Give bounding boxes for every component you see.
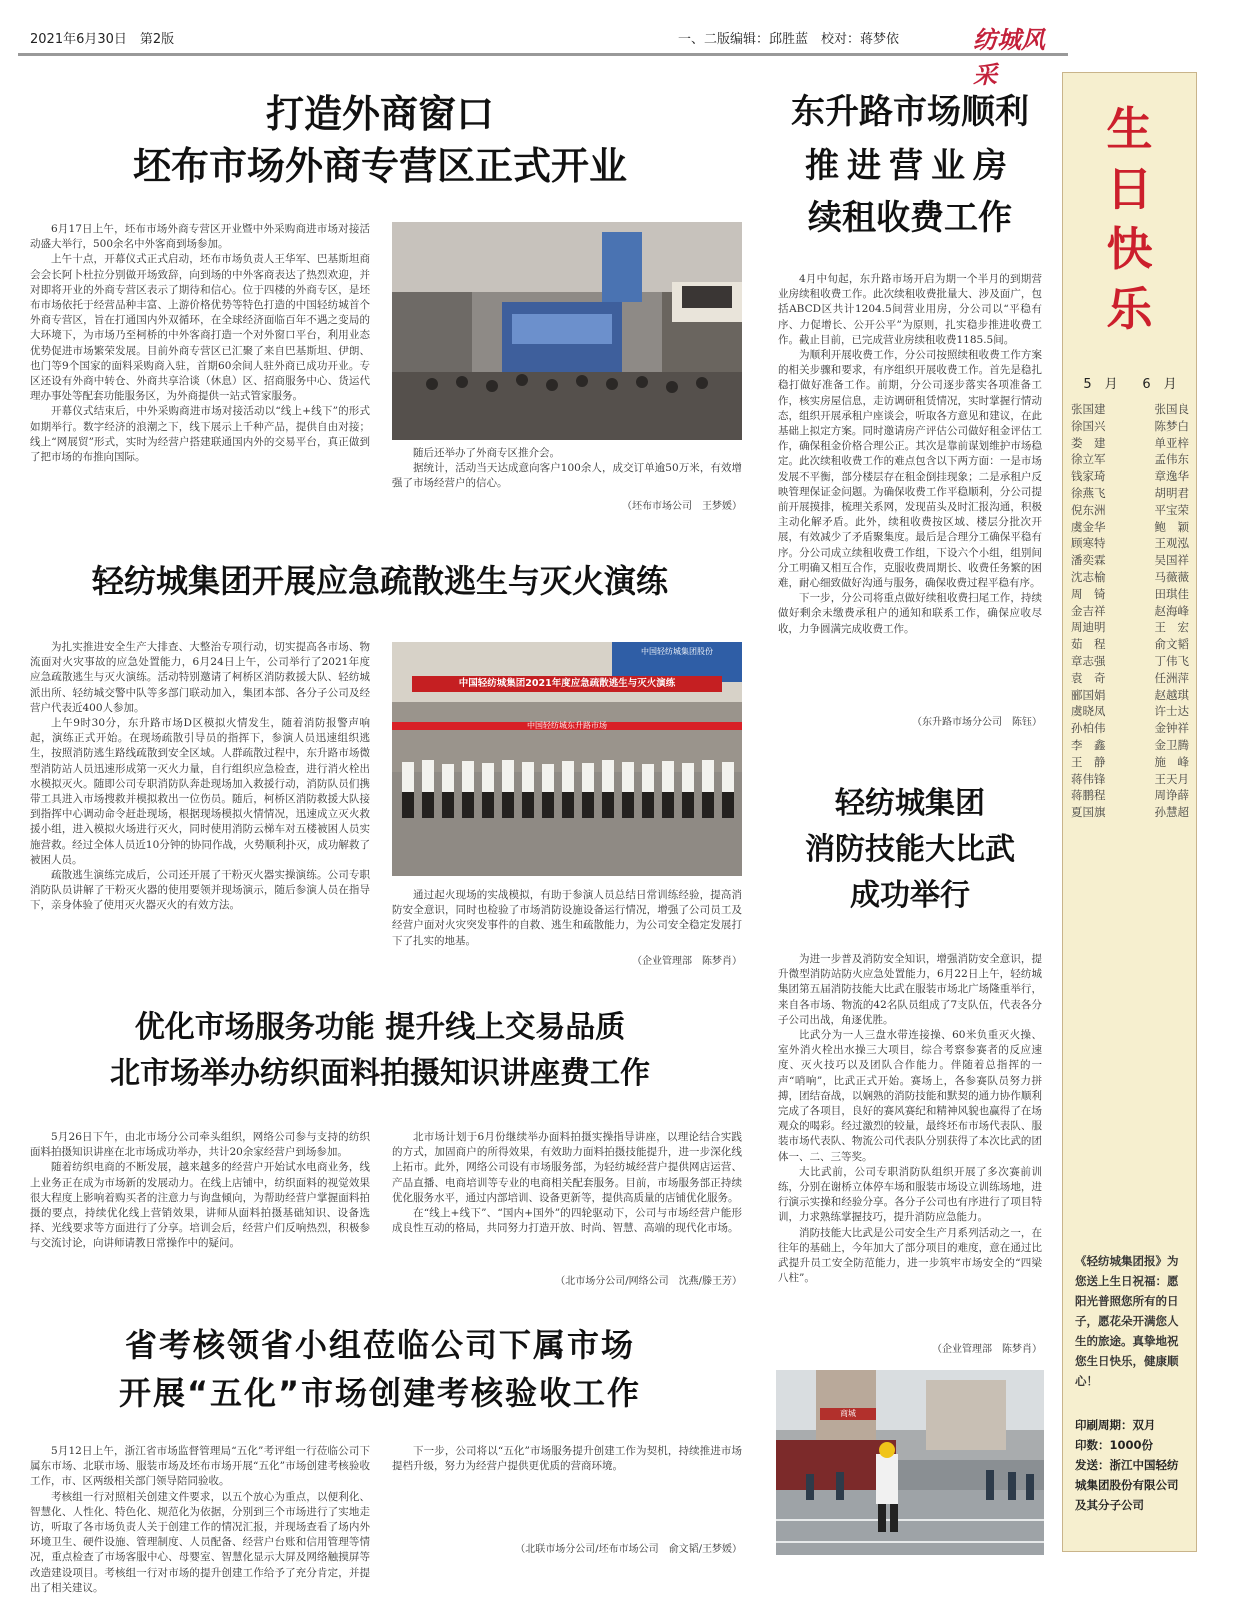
birthday-name: 徐立军: [1071, 452, 1106, 467]
article-4-paragraph: 消防技能大比武是公司安全生产月系列活动之一，在往年的基础上，今年加大了部分项目的难度，意在通过比武提升员工安全防范能力，进一步筑牢市场安全的“四梁八柱”。: [778, 1226, 1042, 1285]
article-6-paragraph: 下一步，公司将以“五化”市场服务提升创建工作为契机，持续推进市场提档升级，努力为经营户提供更优质的营商环境。: [392, 1445, 742, 1473]
birthday-name: 茹 程: [1071, 637, 1106, 652]
birthday-name: 任洲萍: [1154, 670, 1189, 685]
publication-info: [1075, 1415, 1189, 1515]
birthday-name: 蒋伟锋: [1071, 771, 1106, 786]
article-3-body-right: [392, 888, 742, 952]
article-1-byline: （坯布市场公司 王梦媛）: [622, 501, 742, 512]
birthday-name: 孙柏伟: [1071, 721, 1106, 736]
article-3-title: 轻纺城集团开展应急疏散逃生与灭火演练: [91, 562, 668, 600]
birthday-name: 许士达: [1154, 704, 1189, 719]
article-2-title-line-3: 续租收费工作: [808, 198, 1012, 238]
birthday-name: 夏国旗: [1071, 805, 1106, 820]
article-6-title-line-2: 开展“五化”市场创建考核验收工作: [118, 1374, 642, 1412]
article-1-paragraph: 开幕仪式结束后，中外采购商进市场对接活动以“线上+线下”的形式如期举行。数字经济的浪潮之下，线下展示上千种产品，提供自由对接；线上“网展贸”形式，实时为经营户搭建联通国内外的交易平台，真正做到了把市场的布推向国际。: [30, 405, 370, 464]
birthday-name: 章志强: [1071, 653, 1106, 668]
birthday-name: 徐国兴: [1071, 418, 1106, 433]
birthday-name: 沈志榆: [1071, 569, 1106, 584]
article-3-paragraph: 上午9时30分，东升路市场D区模拟火情发生，随着消防报警声响起，演练正式开始。在现场疏散引导员的指挥下，参演人员迅速组织逃生，按照消防逃生路线疏散到安全区域。人群疏散过程中，东升路市场微型消防站人员迅速形成第一灭火力量，自行组织应急检查，进行消火栓出水模拟灭火。随即公司专职消防队奔赴现场加入救援行动，消防队员们携带工具进入市场搜救并模拟救出一位伤员。随后，柯桥区消防救援大队接到指挥中心调动命令赶赴现场，根据现场模拟火情情况，迅速成立灭火救援小组，进入模拟火场进行灭火，同时使用消防云梯车对五楼被困人员实施营救。经过全体人员近10分钟的协同作战，火势顺利扑灭，成功解救了被困人员。: [30, 717, 370, 866]
birthday-name: 虞晓凤: [1071, 704, 1106, 719]
article-4-byline: （企业管理部 陈梦肖）: [932, 1344, 1042, 1355]
article-5-paragraph: 5月26日下午，由北市场分公司牵头组织，网络公司参与支持的纺织面料拍摄知识讲座在北市场成功举办，共计20余家经营户到场参加。: [30, 1131, 370, 1159]
birthday-message: 《轻纺城集团报》为您送上生日祝福：愿阳光普照您所有的日子，愿花朵开满您人生的旅途。真挚地祝您生日快乐，健康顺心！: [1075, 1254, 1179, 1388]
birthday-name: 倪东洲: [1071, 502, 1106, 517]
article-4-paragraph: 大比武前，公司专职消防队组织开展了多次赛前训练，分别在谢桥立体停车场和服装市场设立训练场地，进行演示实操和经验分享。各分子公司也有序进行了项目特训，力求熟练掌握技巧，提升消防应急能力。: [778, 1165, 1042, 1224]
article-4-title-line-1: 轻纺城集团: [835, 786, 985, 821]
article-5-paragraph: 北市场计划于6月份继续举办面料拍摄实操指导讲座，以理论结合实践的方式，加固商户的所得效果，有效助力面料拍摄技能提升，进一步深化线上拓市。此外，网络公司设有市场服务部，为轻纺城经营户提供网店运营、产品直播、电商培训等专业的电商相关配套服务。目前，市场服务部正持续优化服务水平，通过内部培训、设备更新等，提供高质量的店铺优化服务。: [392, 1131, 742, 1204]
birthday-title-char: 日: [1106, 162, 1153, 216]
article-2-title-line-2: 推进营业房: [805, 146, 1015, 186]
article-2-paragraph: 下一步，分公司将重点做好续租收费扫尾工作，持续做好剩余未缴费承租户的通知和联系工作，确保应收尽收，力争圆满完成收费工作。: [778, 592, 1042, 635]
birthday-name: 虞金华: [1071, 519, 1106, 534]
birthday-name: 周迪明: [1071, 620, 1106, 635]
birthday-name: 赵海峰: [1154, 603, 1189, 618]
article-3-paragraph: 为扎实推进安全生产大排查、大整治专项行动，切实提高各市场、物流面对火灾事故的应急处置能力，6月24日上午，公司举行了2021年度应急疏散逃生与灭火演练。活动特别邀请了柯桥区消防救援大队、轻纺城派出所、轻纺城交警中队等多部门联动加入，集团本部、各分子公司及经营户代表近400人参加。: [30, 641, 370, 714]
birthday-name: 施 峰: [1154, 754, 1189, 769]
article-6-paragraph: 5月12日上午，浙江省市场监督管理局“五化”考评组一行莅临公司下属东市场、北联市场、服装市场及坯布市场开展“五化”市场创建考核验收工作，市、区两级相关部门领导陪同验收。: [30, 1445, 370, 1488]
article-1-paragraph: 随后还举办了外商专区推介会。: [413, 447, 560, 459]
birthday-name: 赵越琪: [1154, 687, 1189, 702]
birthday-title-char: 快: [1106, 222, 1153, 276]
article-3-paragraph: 疏散逃生演练完成后，公司还开展了干粉灭火器实操演练。公司专职消防队员讲解了干粉灭火器的使用要领并现场演示，随后参演人员在指导下，亲身体验了使用灭火器灭火的有效方法。: [30, 869, 370, 912]
birthday-name: 徐燕飞: [1071, 485, 1106, 500]
june-name-list: [1155, 401, 1190, 821]
article-2-title-line-1: 东升路市场顺利: [791, 92, 1029, 132]
article-1-paragraph: 上午十点，开幕仪式正式启动，坯布市场负责人王华军、巴基斯坦商会会长阿卜杜拉分别做开场致辞，向到场的中外客商表达了热烈欢迎，并对即将开业的外商专营区表示了期待和信心。位于四楼的外商专区，是坯布市场依托于经营品种丰富、上游价格优势等特色打造的中国轻纺城首个外商专营区，旨在打通国内外双循环，在全球经济面临百年不遇之变局的大环境下，为市场乃至柯桥的中外客商打造一个对外窗口平台，利用业态优势促进市场繁荣发展。目前外商专营区已汇聚了来自巴基斯坦、伊朗、也门等9个国家的面料采购商入驻，首期60余间人驻外商已成功开业。专区还设有外商中转仓、外商共享洽谈（休息）区、招商服务中心、货运代理办事处等配套功能服务区，为外商提供一站式管家服务。: [30, 253, 370, 403]
birthday-name: 潘奕霖: [1071, 553, 1106, 568]
article-1-paragraph: 据统计，活动当天达成意向客户100余人，成交订单逾50万米，有效增强了市场经营户的信心。: [392, 462, 742, 490]
birthday-name: 胡明君: [1154, 485, 1189, 500]
article-3-photo-fire-drill: [392, 642, 742, 876]
birthday-name: 平宝荣: [1154, 502, 1189, 517]
editors-credit: 一、二版编辑：邱胜蓝 校对：蒋梦依: [678, 32, 900, 47]
print-count: 印数：1000份: [1075, 1438, 1154, 1452]
birthday-title-char: 生: [1106, 102, 1153, 156]
birthday-name: 单亚梓: [1154, 435, 1189, 450]
birthday-name: 李 鑫: [1071, 737, 1106, 752]
article-4-body: [778, 952, 1042, 1332]
month-headers: [1071, 373, 1189, 392]
contest-shop-sign: 商城: [820, 1408, 876, 1420]
drill-banner: 中国轻纺城集团2021年度应急疏散逃生与灭火演练: [458, 678, 676, 689]
article-5-body-right: [392, 1130, 742, 1272]
article-6-title-line-1: 省考核领省小组莅临公司下属市场: [124, 1326, 635, 1364]
article-1-photo-opening-ceremony: [392, 222, 742, 440]
article-5-title-line-2: 北市场举办纺织面料拍摄知识讲座费工作: [110, 1056, 650, 1091]
article-6-body-right: [392, 1444, 742, 1538]
birthday-name: 孟伟东: [1154, 452, 1189, 467]
birthday-name: 金钟祥: [1154, 721, 1189, 736]
birthday-name: 章逸华: [1154, 469, 1189, 484]
birthday-name: 顾寒特: [1071, 536, 1106, 551]
article-3-paragraph: 通过起火现场的实战模拟，有助于参演人员总结日常训练经验，提高消防安全意识，同时也检验了市场消防设施设备运行情况，增强了公司员工及经营户面对火灾突发事件的自救、逃生和疏散能力，为公司安全稳定发展打下了扎实的地基。: [392, 889, 742, 947]
birthday-name: 丁伟飞: [1154, 653, 1189, 668]
article-3-body-left: [30, 640, 370, 970]
article-4-title-line-2: 消防技能大比武: [805, 832, 1015, 867]
section-brand: 纺城风采: [973, 25, 1045, 89]
article-1-body-left: [30, 222, 370, 502]
article-6-byline: （北联市场分公司/坯布市场公司 俞文韬/王梦媛）: [515, 1544, 742, 1555]
birthday-title: [1063, 99, 1196, 339]
birthday-name: 蒋鹏程: [1071, 788, 1106, 803]
birthday-name: 陈梦白: [1154, 418, 1189, 433]
birthday-names: [1071, 401, 1189, 821]
birthday-name: 张国建: [1071, 402, 1106, 416]
distribution: 发送：浙江中国轻纺城集团股份有限公司及其分子公司: [1075, 1458, 1179, 1512]
article-4-photo-fire-contest: [776, 1370, 1044, 1555]
article-2-byline: （东升路市场分公司 陈钰）: [912, 717, 1042, 728]
building-sign: 中国轻纺城集团股份: [641, 647, 713, 656]
article-5-byline: （北市场分公司/网络公司 沈燕/滕王芳）: [555, 1276, 742, 1287]
birthday-name: 孙慧超: [1154, 805, 1189, 820]
article-5-title-line-1: 优化市场服务功能 提升线上交易品质: [134, 1010, 626, 1045]
article-1-title-line-2: 坯布市场外商专营区正式开业: [132, 144, 627, 188]
birthday-sidebar: [1062, 72, 1197, 1552]
article-4-title-line-3: 成功举行: [850, 878, 970, 913]
article-1-title-line-1: 打造外商窗口: [265, 92, 494, 136]
birthday-name: 金吉祥: [1071, 603, 1106, 618]
may-name-list: [1071, 401, 1106, 821]
birthday-name: 田琪佳: [1154, 586, 1189, 601]
article-5-paragraph: 随着纺织电商的不断发展，越来越多的经营户开始试水电商业务，线上业务正在成为市场新的发展动力。在线上店铺中，纺织面料的视觉效果很大程度上影响着购买者的注意力与询盘倾向，为帮助经营户掌握面料拍摄的要点，持续优化线上营销效果，讲师从面料拍摄基础知识、设备选择、光线要求等方面进行了分享。培训会后，经营户们反响热烈，积极参与交流讨论，向讲师请教日常操作中的疑问。: [30, 1161, 370, 1250]
birthday-title-char: 乐: [1106, 282, 1153, 336]
article-6-body-left: [30, 1444, 370, 1594]
article-4-paragraph: 为进一步普及消防安全知识，增强消防安全意识，提升微型消防站防火应急处置能力，6月22日上午，轻纺城集团第五届消防技能大比武在服装市场北广场隆重举行，来自各市场、物流的42名队员组成了7支队伍，代表各分子公司出战，角逐优胜。: [778, 953, 1042, 1026]
birthday-name: 王 宏: [1154, 620, 1189, 635]
birthday-name: 王天月: [1154, 771, 1189, 786]
article-2-paragraph: 为顺利开展收费工作，分公司按照续租收费工作方案的相关步骤和要求，有序组织开展收费工作。首先是稳扎稳打做好准备工作。前期，分公司逐步落实各项准备工作，核实房屋信息，走访调研租赁情况，实时掌握行情动态，组织开展承租户座谈会，听取各方意见和建议，在此基础上拟定方案。同时邀请房产评估公司做好租金评估工作，确保租金价格合理公正。其次是靠前谋划维护市场稳定。此次续租收费工作的难点包含以下两方面：一是市场发展不平衡，部分楼层存在租金倒挂现象；二是承租户反映管理保证金问题。为确保收费工作平稳顺利，分公司提前开展摸排，梳理关系网，发现苗头及时汇报沟通，积极主动化解矛盾。此外，续租收费按区域、楼层分批次开展，有效减少了矛盾聚集度。最后是合理分工确保平稳有序。分公司成立续租收费工作组，下设六个小组，组别间分工明确又相互合作，克服收费周期长、收费任务繁的困难，耐心细致做好沟通与服务，确保收费过程平稳有序。: [778, 349, 1042, 590]
article-1-paragraph: 6月17日上午，坯布市场外商专营区开业暨中外采购商进市场对接活动盛大举行，500余名中外客商到场参加。: [30, 223, 370, 251]
birthday-name: 钱家琦: [1071, 469, 1106, 484]
birthday-name: 金卫腾: [1154, 737, 1189, 752]
birthday-name: 鲍 颖: [1154, 519, 1189, 534]
birthday-name: 吴国祥: [1154, 553, 1189, 568]
article-5-paragraph: 在“线上+线下”、“国内+国外”的四轮驱动下，公司与市场经营户能形成良性互动的格局，共同努力打造开放、时尚、智慧、高端的现代化市场。: [392, 1207, 742, 1235]
birthday-name: 郦国娟: [1071, 687, 1106, 702]
article-1-body-right: [392, 446, 742, 496]
birthday-name: 马薇薇: [1154, 569, 1189, 584]
birthday-name: 袁 奇: [1071, 670, 1106, 685]
birthday-name: 娄 建: [1071, 435, 1106, 450]
birthday-name: 俞文韬: [1154, 637, 1189, 652]
print-cycle: 印刷周期：双月: [1075, 1418, 1156, 1432]
article-2-body: [778, 272, 1042, 712]
birthday-name: 张国良: [1154, 402, 1189, 416]
birthday-name: 周 锜: [1071, 586, 1106, 601]
birthday-name: 王 静: [1071, 754, 1106, 769]
issue-date: 2021年6月30日 第2版: [30, 32, 175, 47]
birthday-name: 周诤薛: [1154, 788, 1189, 803]
market-sign: 中国轻纺城东升路市场: [527, 721, 607, 730]
article-6-paragraph: 考核组一行对照相关创建文件要求，以五个放心为重点，以便利化、智慧化、人性化、特色化、规范化为依据，分别到三个市场进行了实地走访，听取了各市场负责人关于创建工作的情况汇报，并现场查看了场内外环境卫生、硬件设施、管理制度、人员配备、经营户台账和信用管理等情况，重点检查了市场客服中心、母婴室、智慧化显示大屏及网络触摸屏等改造建设项目。考核组一行对市场的提升创建工作给予了充分肯定，并提出了相关建议。: [30, 1490, 370, 1594]
month-may: 5 月: [1083, 377, 1118, 392]
article-5-body-left: [30, 1130, 370, 1290]
article-2-paragraph: 4月中旬起，东升路市场开启为期一个半月的到期营业房续租收费工作。此次续租收费批量大、涉及面广，包括ABCD区共计1204.5间营业用房，分公司以“平稳有序、力促增长、公开公平”为原则，扎实稳步推进收费工作。截止目前，已完成营业房续租收费1185.5间。: [778, 273, 1042, 346]
article-4-paragraph: 比武分为一人三盘水带连接操、60米负重灭火操、室外消火栓出水操三大项目，综合考察参赛者的反应速度、灭火技巧以及团队合作能力。伴随着总指挥的一声“哨响”，比武正式开始。赛场上，各参赛队员努力拼搏，团结奋战，以娴熟的消防技能和默契的通力协作顺利完成了各项目，良好的赛风赛纪和精神风貌也赢得了在场观众的喝彩。经过激烈的较量，最终坯布市场代表队、服装市场代表队、物流公司代表队分别获得了本次比武的团体一、二、三等奖。: [778, 1029, 1042, 1163]
month-june: 6 月: [1142, 377, 1177, 392]
birthday-name: 王观泓: [1154, 536, 1189, 551]
article-3-byline: （企业管理部 陈梦肖）: [632, 956, 742, 967]
page-header: [18, 22, 1068, 89]
